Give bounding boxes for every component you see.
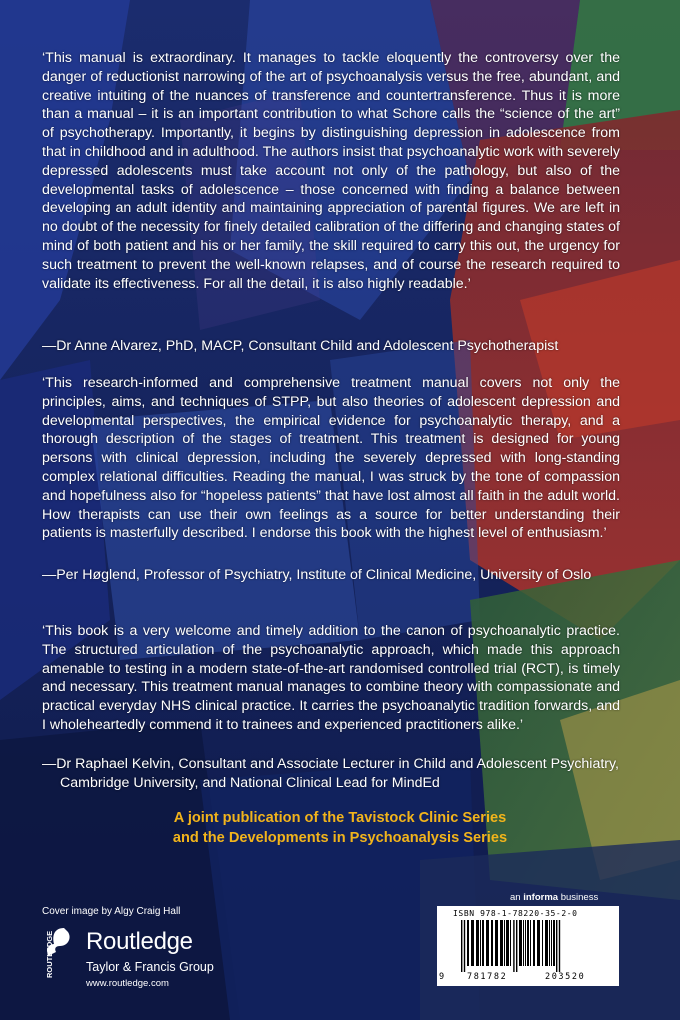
barcode-bar bbox=[510, 920, 511, 966]
endorsement-attribution-3: —Dr Raphael Kelvin, Consultant and Associate Lecturer in Child and Adolescent Psychiatry, Cambridge University, and National Clinical Lead for MindEd bbox=[42, 756, 620, 791]
informa-suffix: business bbox=[558, 892, 599, 903]
barcode-bar bbox=[495, 920, 498, 966]
barcode-bar bbox=[549, 920, 550, 966]
barcode-left-digits: 781782 bbox=[467, 972, 508, 982]
barcode-bar bbox=[476, 920, 479, 966]
barcode-bar bbox=[464, 920, 465, 972]
barcode-bar bbox=[482, 920, 484, 966]
barcode-bar bbox=[506, 920, 509, 966]
isbn-barcode bbox=[437, 906, 619, 986]
barcode-bar bbox=[471, 920, 474, 966]
barcode-first-digit: 9 bbox=[439, 972, 445, 982]
barcode-bar bbox=[537, 920, 540, 966]
barcode-bar bbox=[542, 920, 543, 966]
barcode-bar bbox=[559, 920, 560, 972]
endorsement-quote-3: ‘This book is a very welcome and timely addition to the canon of psychoanalytic practice. The structured articulation of the psychoanalytic approach, which made this approach amenable to testing in a modern state-of-the-art randomised controlled trial (RCT), is timely and necessary. This treatment manual manages to combine theory with compassionate and practical everyday NHS clinical practice. It carries the psychoanalytic tradition forwards, and I wholeheartedly commend it to trainees and experienced practitioners alike.’ bbox=[42, 623, 620, 733]
endorsement-quote-2: ‘This research-informed and comprehensive treatment manual covers not only the principles, aims, and techniques of STPP, but also theories of adolescent depression and developmental perspectives, the empirical evidence for psychoanalytic therapy, and a thorough description of the stages of treatment. This treatment is designed for young persons with clinical depression, including the severely depressed with long-standing complex relational difficulties. Reading the manual, I was struck by the tone of compassion and hopefulness also for “hopeless patients” that have lost almost all faith in the adult world. How therapists can use their own feelings as a source for better understanding their patients is masterfully described. I endorse this book with the highest level of enthusiasm.’ bbox=[42, 375, 620, 542]
barcode-bar bbox=[525, 920, 526, 966]
publisher-group: Taylor & Francis Group bbox=[86, 960, 214, 974]
barcode-bar bbox=[545, 920, 548, 966]
barcode-bar bbox=[504, 920, 505, 966]
barcode-right-digits: 203520 bbox=[545, 972, 586, 982]
barcode-bar bbox=[527, 920, 529, 966]
barcode-bar bbox=[467, 920, 469, 966]
joint-publication-line-2: and the Developments in Psychoanalysis Series bbox=[172, 830, 508, 846]
barcode-bar bbox=[556, 920, 557, 972]
barcode-bar bbox=[461, 920, 462, 972]
informa-business-label bbox=[510, 892, 598, 903]
barcode-bar bbox=[523, 920, 524, 966]
isbn-label: ISBN 978-1-78220-35-2-0 bbox=[453, 909, 578, 918]
barcode-bar bbox=[480, 920, 481, 966]
cover-image-credit: Cover image by Algy Craig Hall bbox=[42, 906, 181, 917]
barcode-bars bbox=[447, 920, 609, 972]
joint-publication-line-1: A joint publication of the Tavistock Clinic Series bbox=[173, 810, 507, 826]
barcode-bar bbox=[500, 920, 503, 966]
barcode-bar bbox=[516, 920, 517, 972]
endorsement-attribution-2: —Per Høglend, Professor of Psychiatry, Institute of Clinical Medicine, University of Oslo bbox=[42, 567, 592, 583]
informa-prefix: an bbox=[510, 892, 524, 903]
barcode-bar bbox=[533, 920, 535, 966]
barcode-bar bbox=[491, 920, 493, 966]
barcode-bar bbox=[530, 920, 531, 966]
barcode-bar bbox=[553, 920, 555, 966]
endorsement-attribution-1: —Dr Anne Alvarez, PhD, MACP, Consultant Child and Adolescent Psychotherapist bbox=[42, 338, 559, 354]
informa-bold: informa bbox=[523, 892, 559, 903]
routledge-logo-icon bbox=[42, 926, 76, 980]
barcode-bar bbox=[551, 920, 552, 966]
barcode-bar bbox=[513, 920, 514, 972]
routledge-vertical-label: ROUTLEDGE bbox=[45, 930, 54, 978]
endorsement-quote-1: ‘This manual is extraordinary. It manages to tackle eloquently the controversy over the danger of reductionist narrowing of the art of psychoanalysis versus the free, abundant, and creative intuiting of the nuances of transference and countertransference. Thus it is more than a manual – it is an important contribution to what Schore calls the “science of the art” of psychotherapy. Importantly, it begins by distinguishing depression in adolescence from that in childhood and in adulthood. The authors insist that psychoanalytic work with severely depressed adolescents must take account not only of the pathology, but also of the developmental tasks of adolescence – those concerned with finding a balance between developing an adult identity and maintaining appreciation of parental figures. We are left in no doubt of the necessity for finely detailed calibration of the differing and changing states of mind of both patient and his or her family, the skill required to carry this out, the urgency for such treatment to prevent the well-known relapses, and of course the research required to validate its effectiveness. For all the detail, it is also highly readable.’ bbox=[42, 50, 620, 292]
publisher-url[interactable]: www.routledge.com bbox=[86, 978, 169, 989]
barcode-bar bbox=[486, 920, 489, 966]
publisher-name: Routledge bbox=[86, 928, 193, 955]
barcode-bar bbox=[519, 920, 522, 966]
